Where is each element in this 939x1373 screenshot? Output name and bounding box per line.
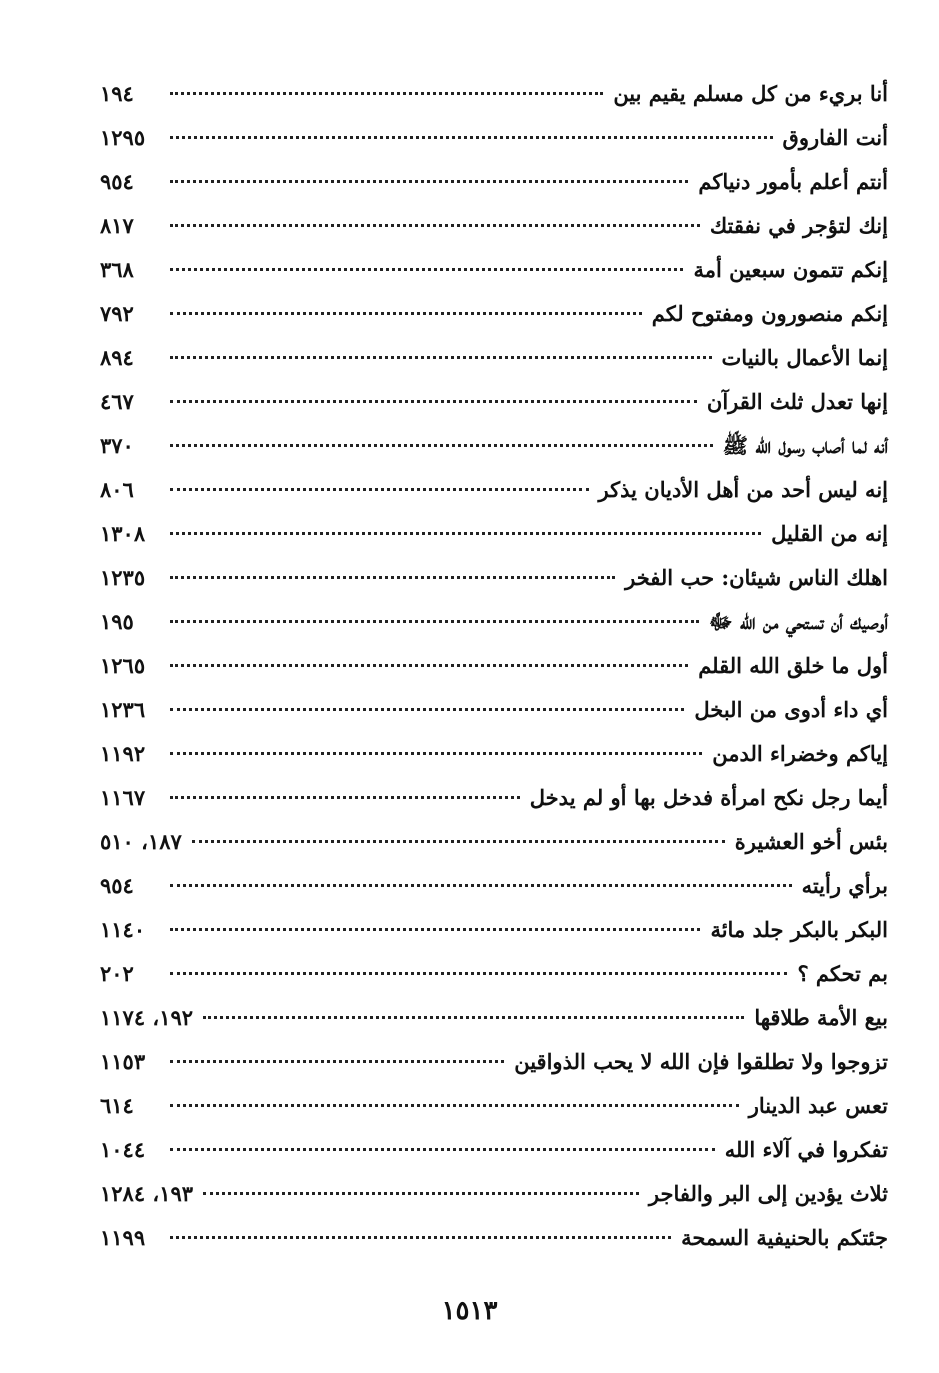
entry-pages: ٨٠٦ bbox=[100, 477, 134, 502]
dot-leader bbox=[170, 180, 688, 183]
entry-text: إنه ليس أحد من أهل الأديان يذكر bbox=[598, 477, 888, 502]
index-row bbox=[100, 424, 888, 468]
entry-text: ثلاث يؤدين إلى البر والفاجر bbox=[648, 1181, 888, 1206]
index-row bbox=[100, 908, 888, 952]
entry-pages: ١١٦٧ bbox=[100, 785, 146, 810]
entry-pages: ١٢٦٥ bbox=[100, 653, 146, 678]
entry-text: أول ما خلق الله القلم bbox=[698, 653, 888, 678]
index-row bbox=[100, 556, 888, 600]
entry-text: بم تحكم ؟ bbox=[797, 961, 888, 986]
entry-text: البكر بالبكر جلد مائة bbox=[710, 917, 888, 942]
dot-leader bbox=[170, 356, 712, 359]
index-row bbox=[100, 380, 888, 424]
entry-text: أنا بريء من كل مسلم يقيم بين bbox=[613, 81, 888, 106]
entry-text: تعس عبد الدينار bbox=[748, 1093, 888, 1118]
dot-leader bbox=[170, 1236, 671, 1239]
entry-text: أوصيك أن تستحي من الله ﷻ bbox=[708, 609, 888, 634]
entry-text: أنت الفاروق bbox=[782, 125, 888, 150]
entry-pages: ١٩٥ bbox=[100, 609, 134, 634]
index-row bbox=[100, 644, 888, 688]
entry-text: إنها تعدل ثلث القرآن bbox=[706, 389, 888, 414]
dot-leader bbox=[170, 928, 700, 931]
entry-text: إنه من القليل bbox=[771, 521, 888, 546]
entry-text: أيما رجل نكح امرأة فدخل بها أو لم يدخل bbox=[529, 785, 888, 810]
index-row bbox=[100, 336, 888, 380]
dot-leader bbox=[170, 1060, 504, 1063]
entry-pages: ٩٥٤ bbox=[100, 873, 134, 898]
index-row bbox=[100, 952, 888, 996]
dot-leader bbox=[203, 1016, 744, 1019]
dot-leader bbox=[203, 1192, 639, 1195]
index-row bbox=[100, 732, 888, 776]
dot-leader bbox=[170, 620, 699, 623]
dot-leader bbox=[170, 664, 688, 667]
entry-text: تفكروا في آلاء الله bbox=[724, 1137, 888, 1162]
entry-pages: ٧٩٢ bbox=[100, 301, 134, 326]
index-row bbox=[100, 864, 888, 908]
index-row bbox=[100, 1084, 888, 1128]
dot-leader bbox=[170, 1104, 739, 1107]
entry-text: إنك لتؤجر في نفقتك bbox=[709, 213, 888, 238]
entry-pages: ١٨٧، ٥١٠ bbox=[100, 829, 182, 854]
entry-pages: ٩٥٤ bbox=[100, 169, 134, 194]
dot-leader bbox=[170, 92, 603, 95]
index-row bbox=[100, 204, 888, 248]
dot-leader bbox=[170, 1148, 715, 1151]
dot-leader bbox=[170, 488, 589, 491]
dot-leader bbox=[170, 136, 773, 139]
entry-pages: ٤٦٧ bbox=[100, 389, 134, 414]
index-row bbox=[100, 820, 888, 864]
entry-text: أنه لما أصاب رسول الله ﷺ bbox=[722, 433, 888, 458]
entry-pages: ١١٤٠ bbox=[100, 917, 146, 942]
entry-pages: ١١٩٢ bbox=[100, 741, 146, 766]
index-row bbox=[100, 1040, 888, 1084]
index-row bbox=[100, 292, 888, 336]
index-row bbox=[100, 776, 888, 820]
entry-pages: ١٢٣٥ bbox=[100, 565, 146, 590]
entry-pages: ١١٩٩ bbox=[100, 1225, 146, 1250]
entry-text: أنتم أعلم بأمور دنياكم bbox=[698, 169, 888, 194]
dot-leader bbox=[192, 840, 725, 843]
entry-text: برأي رأيته bbox=[801, 873, 888, 898]
entry-pages: ٨١٧ bbox=[100, 213, 134, 238]
index-row bbox=[100, 512, 888, 556]
entry-pages: ٨٩٤ bbox=[100, 345, 134, 370]
entry-text: إنكم منصورون ومفتوح لكم bbox=[651, 301, 888, 326]
entry-pages: ٣٧٠ bbox=[100, 433, 134, 458]
entry-pages: ١٩٣، ١٢٨٤ bbox=[100, 1181, 194, 1206]
index-row bbox=[100, 688, 888, 732]
dot-leader bbox=[170, 268, 683, 271]
entry-pages: ٦١٤ bbox=[100, 1093, 134, 1118]
dot-leader bbox=[170, 796, 520, 799]
entry-text: تزوجوا ولا تطلقوا فإن الله لا يحب الذواقين bbox=[514, 1049, 888, 1074]
entry-pages: ١٠٤٤ bbox=[100, 1137, 146, 1162]
entry-text: إياكم وخضراء الدمن bbox=[712, 741, 888, 766]
entry-pages: ١٩٤ bbox=[100, 81, 134, 106]
index-row bbox=[100, 996, 888, 1040]
entry-pages: ١١٥٣ bbox=[100, 1049, 146, 1074]
entry-text: اهلك الناس شيئان: حب الفخر bbox=[625, 565, 888, 590]
dot-leader bbox=[170, 532, 761, 535]
index-row bbox=[100, 1216, 888, 1260]
entry-pages: ١٢٣٦ bbox=[100, 697, 146, 722]
index-list bbox=[100, 72, 888, 1260]
entry-text: بئس أخو العشيرة bbox=[734, 829, 888, 854]
index-row bbox=[100, 468, 888, 512]
index-row bbox=[100, 1172, 888, 1216]
index-row bbox=[100, 600, 888, 644]
entry-text: أي داء أدوى من البخل bbox=[694, 697, 888, 722]
index-row bbox=[100, 1128, 888, 1172]
dot-leader bbox=[170, 972, 787, 975]
dot-leader bbox=[170, 224, 700, 227]
dot-leader bbox=[170, 752, 702, 755]
dot-leader bbox=[170, 400, 697, 403]
index-row bbox=[100, 72, 888, 116]
dot-leader bbox=[170, 576, 615, 579]
entry-pages: ٣٦٨ bbox=[100, 257, 134, 282]
dot-leader bbox=[170, 708, 684, 711]
entry-pages: ٢٠٢ bbox=[100, 961, 134, 986]
index-row bbox=[100, 160, 888, 204]
index-row bbox=[100, 116, 888, 160]
entry-text: بيع الأمة طلاقها bbox=[754, 1005, 888, 1030]
index-row bbox=[100, 248, 888, 292]
page-number: ١٥١٣ bbox=[441, 1296, 498, 1326]
dot-leader bbox=[170, 884, 792, 887]
entry-pages: ١٩٢، ١١٧٤ bbox=[100, 1005, 194, 1030]
entry-text: إنما الأعمال بالنيات bbox=[721, 345, 888, 370]
entry-pages: ١٣٠٨ bbox=[100, 521, 146, 546]
entry-text: إنكم تتمون سبعين أمة bbox=[693, 257, 888, 282]
dot-leader bbox=[170, 444, 713, 447]
entry-text: جئتكم بالحنيفية السمحة bbox=[681, 1225, 888, 1250]
dot-leader bbox=[170, 312, 642, 315]
entry-pages: ١٢٩٥ bbox=[100, 125, 146, 150]
